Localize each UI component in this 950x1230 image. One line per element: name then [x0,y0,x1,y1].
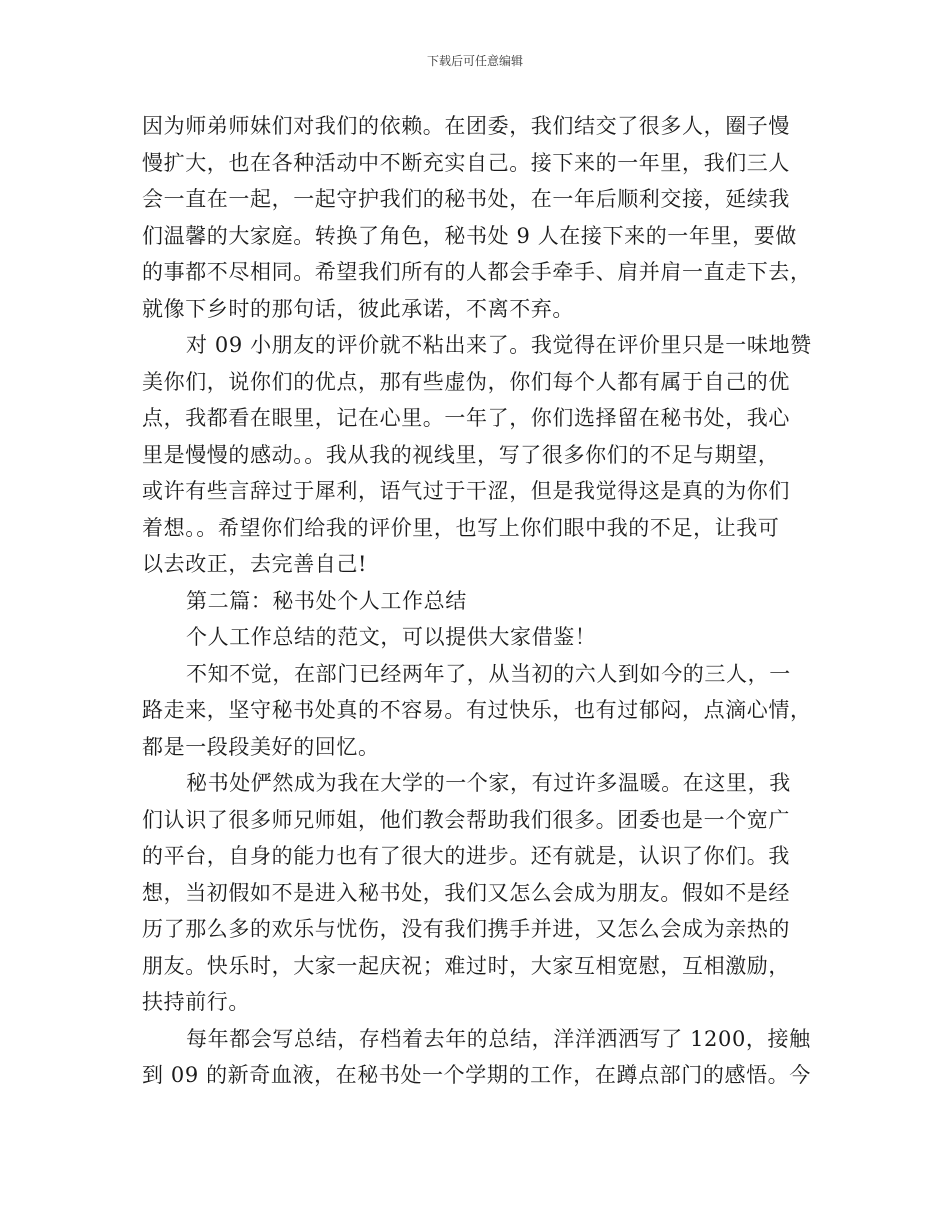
text-line: 或许有些言辞过于犀利，语气过于干涩，但是我觉得这是真的为你们 [142,479,790,503]
text-line: 扶持前行。 [142,990,250,1014]
text-line: 因为师弟师妹们对我们的依赖。在团委，我们结交了很多人，圈子慢 [142,114,790,138]
text-line: 们温馨的大家庭。转换了角色，秘书处 9 人在接下来的一年里，要做 [142,223,797,248]
text-line: 的平台，自身的能力也有了很大的进步。还有就是，认识了你们。我 [142,844,790,868]
text-line: 第二篇：秘书处个人工作总结 [186,588,467,613]
text-line: 以去改正，去完善自己! [142,552,368,576]
text-line: 的事都不尽相同。希望我们所有的人都会手牵手、肩并肩一直走下去， [142,260,812,284]
text-line: 会一直在一起，一起守护我们的秘书处，在一年后顺利交接，延续我 [142,187,790,211]
page-header: 下载后可任意编辑 [426,54,523,68]
text-line: 里是慢慢的感动。。我从我的视线里，写了很多你们的不足与期望， [142,442,780,467]
text-line: 路走来，坚守秘书处真的不容易。有过快乐，也有过郁闷，点滴心情， [142,698,812,722]
text-line: 不知不觉，在部门已经两年了，从当初的六人到如今的三人，一 [186,661,791,686]
text-line: 个人工作总结的范文，可以提供大家借鉴！ [186,625,597,649]
text-line: 们认识了很多师兄师姐，他们教会帮助我们很多。团委也是一个宽广 [142,807,790,832]
document-body [142,108,812,1094]
text-line: 着想。。希望你们给我的评价里，也写上你们眼中我的不足，让我可 [142,515,780,540]
text-line: 秘书处俨然成为我在大学的一个家，有过许多温暖。在这里，我 [186,771,791,795]
text-line: 对 09 小朋友的评价就不粘出来了。我觉得在评价里只是一味地赞 [186,333,812,357]
text-line: 都是一段段美好的回忆。 [142,734,380,759]
text-line: 慢扩大，也在各种活动中不断充实自己。接下来的一年里，我们三人 [142,150,790,175]
text-line: 历了那么多的欢乐与忧伤，没有我们携手并进，又怎么会成为亲热的 [142,917,790,941]
text-line: 点，我都看在眼里，记在心里。一年了，你们选择留在秘书处，我心 [142,406,790,430]
text-line: 就像下乡时的那句话，彼此承诺，不离不弃。 [142,296,574,321]
text-line: 美你们，说你们的优点，那有些虚伪，你们每个人都有属于自己的优 [142,369,790,394]
text-line: 每年都会写总结，存档着去年的总结，洋洋洒洒写了 1200，接触 [186,1026,811,1051]
text-line: 到 09 的新奇血液，在秘书处一个学期的工作，在蹲点部门的感悟。今 [142,1063,811,1087]
text-line: 想，当初假如不是进入秘书处，我们又怎么会成为朋友。假如不是经 [142,880,790,905]
text-line: 朋友。快乐时，大家一起庆祝；难过时，大家互相宽慰，互相激励， [142,953,790,978]
